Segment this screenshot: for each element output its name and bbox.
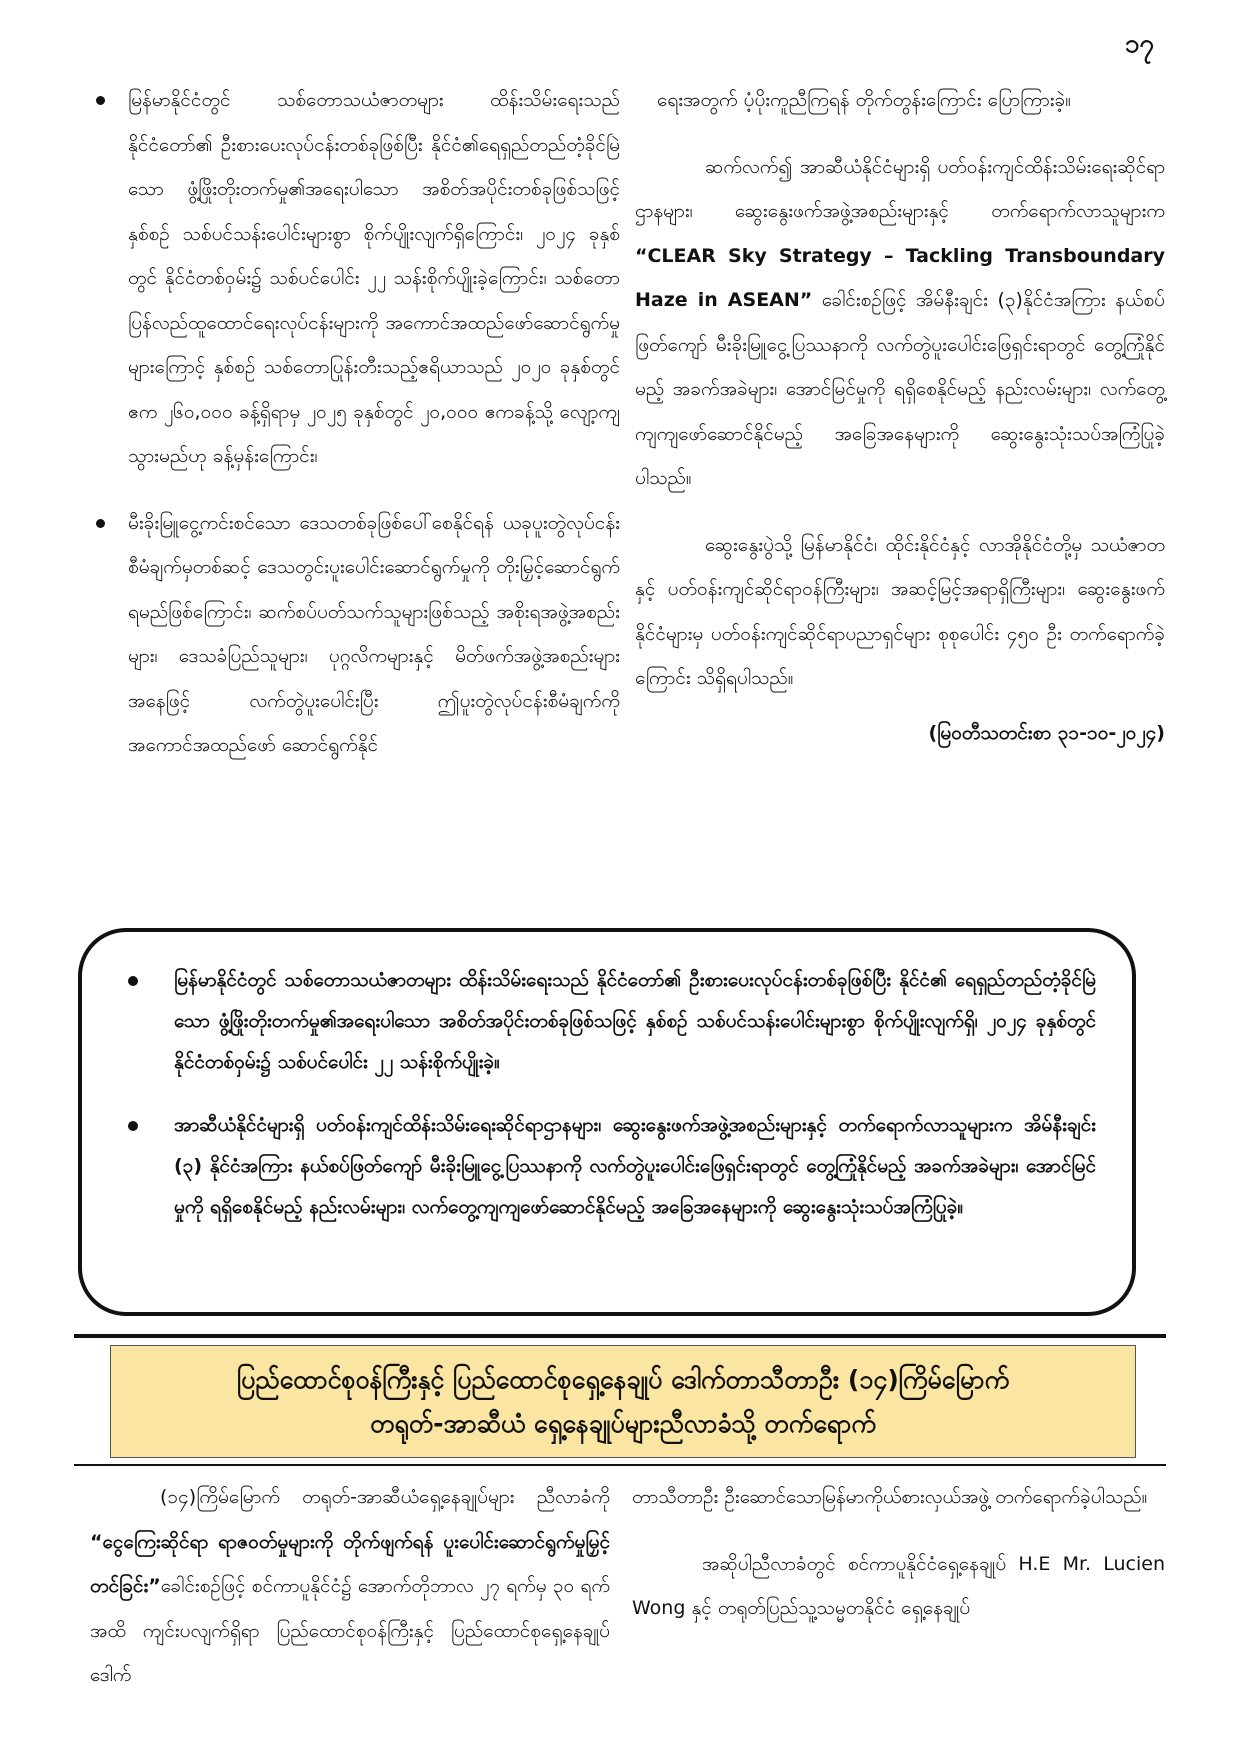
- body-paragraph: အဆိုပါညီလာခံတွင် စင်ကာပူနိုင်ငံရှေ့နေချုပ် H.E Mr. Lucien Wong နှင့် တရုတ်ပြည်သူ့သမ္မတနိုင်ငံ ရှေ့နေချုပ်: [632, 1552, 1165, 1619]
- body-paragraph: [90, 1475, 610, 1698]
- body-paragraph: ဆွေးနွေးပွဲသို့ မြန်မာနိုင်ငံ၊ ထိုင်းနိုင်ငံနှင့် လာအိုနိုင်ငံတို့မှ သယံဇာတနှင့် ပတ်ဝန်းကျင်ဆိုင်ရာဝန်ကြီးများ၊ အဆင့်မြင့်အရာရှိကြီးများ၊ ဆွေးနွေးဖက်နိုင်ငံများမှ ပတ်ဝန်းကျင်ဆိုင်ရာပညာရှင်များ စုစုပေါင်း ၄၅၀ ဦး တက်ရောက်ခဲ့ကြောင်း သိရှိရပါသည်။: [635, 533, 1165, 689]
- divider: [74, 1334, 1166, 1338]
- source-citation: (မြဝတီသတင်းစာ ၃၁-၁၀-၂၀၂၄): [928, 721, 1165, 744]
- article-right-column: [632, 1475, 1165, 1631]
- right-column: [635, 78, 1165, 755]
- continuation-text: တာသီတာဦး ဦးဆောင်သောမြန်မာကိုယ်စားလှယ်အဖွဲ့ တက်ရောက်ခဲ့ပါသည်။: [632, 1486, 1148, 1508]
- paragraph-text: ခေါင်းစဉ်ဖြင့် အိမ်နီးချင်း (၃)နိုင်ငံအကြား နယ်စပ်ဖြတ်ကျော် မီးခိုးမြူငွေ့ပြဿနာကို လက်တွဲပူးပေါင်းဖြေရှင်းရာတွင် တွေ့ကြုံနိုင်မည့် အခက်အခဲများ၊ အောင်မြင်မှုကို ရရှိစေနိုင်မည့် နည်းလမ်းများ၊ လက်တွေ့ကျကျဖော်ဆောင်နိုင်မည့် အခြေအနေများကို ဆွေးနွေးသုံးသပ်အကြံပြုခဲ့ပါသည်။: [635, 289, 1165, 489]
- summary-box: [78, 928, 1136, 1316]
- paragraph-text: (၁၄)ကြိမ်မြောက် တရုတ်-အာဆီယံရှေ့နေချုပ်များ ညီလာခံကို: [160, 1486, 610, 1508]
- headline-line: ပြည်ထောင်စုဝန်ကြီးနှင့် ပြည်ထောင်စုရှေ့နေချုပ် ဒေါက်တာသီတာဦး (၁၄)ကြိမ်မြောက်: [236, 1364, 1010, 1394]
- divider: [74, 1464, 1166, 1466]
- strategy-title: “CLEAR Sky Strategy – Tackling Transboundary Haze in ASEAN”: [635, 244, 1165, 311]
- headline-line: တရုတ်-အာဆီယံ ရှေ့နေချုပ်များညီလာခံသို့ တက်ရောက်: [370, 1408, 876, 1438]
- summary-item: အာဆီယံနိုင်ငံများရှိ ပတ်ဝန်းကျင်ထိန်းသိမ်းရေးဆိုင်ရာဌာနများ၊ ဆွေးနွေးဖက်အဖွဲ့အစည်းများနှင့် တက်ရောက်လာသူများက အိမ်နီးချင်း (၃) နိုင်ငံအကြား နယ်စပ်ဖြတ်ကျော် မီးခိုးမြူငွေ့ပြဿနာကို လက်တွဲပူးပေါင်းဖြေရှင်းရာတွင် တွေ့ကြုံနိုင်မည့် အခက်အခဲများ၊ အောင်မြင်မှုကို ရရှိစေနိုင်မည့် နည်းလမ်းများ၊ လက်တွေ့ကျကျဖော်ဆောင်နိုင်မည့် အခြေအနေများကို ဆွေးနွေးသုံးသပ်အကြံပြုခဲ့။: [124, 1105, 1096, 1228]
- left-column: [80, 78, 620, 790]
- summary-item: မြန်မာနိုင်ငံတွင် သစ်တောသယံဇာတများ ထိန်းသိမ်းရေးသည် နိုင်ငံတော်၏ ဦးစားပေးလုပ်ငန်းတစ်ခုဖြစ်ပြီး နိုင်ငံ၏ ရေရှည်တည်တံ့ခိုင်မြဲသော ဖွံ့ဖြိုးတိုးတက်မှု၏အရေးပါသော အစိတ်အပိုင်းတစ်ခုဖြစ်သဖြင့် နှစ်စဉ် သစ်ပင်သန်းပေါင်းများစွာ စိုက်ပျိုးလျက်ရှိ၊ ၂၀၂၄ ခုနှစ်တွင် နိုင်ငံတစ်ဝှမ်း၌ သစ်ပင်ပေါင်း ၂၂ သန်းစိုက်ပျိုးခဲ့။: [124, 960, 1096, 1083]
- bullet-item: မီးခိုးမြူငွေ့ကင်းစင်သော ဒေသတစ်ခုဖြစ်ပေါ်စေနိုင်ရန် ယခုပူးတွဲလုပ်ငန်းစီမံချက်မှတစ်ဆင့် ဒေသတွင်းပူးပေါင်းဆောင်ရွက်မှုကို တိုးမြှင့်ဆောင်ရွက်ရမည်ဖြစ်ကြောင်း၊ ဆက်စပ်ပတ်သက်သူများဖြစ်သည့် အစိုးရအဖွဲ့အစည်းများ၊ ဒေသခံပြည်သူများ၊ ပုဂ္ဂလိကများနှင့် မိတ်ဖက်အဖွဲ့အစည်းများအနေဖြင့် လက်တွဲပူးပေါင်းပြီး ဤပူးတွဲလုပ်ငန်းစီမံချက်ကို အကောင်အထည်ဖော် ဆောင်ရွက်နိုင်: [80, 501, 620, 768]
- article-headline: [110, 1345, 1136, 1458]
- continuation-text: ရေးအတွက် ပံ့ပိုးကူညီကြရန် တိုက်တွန်းကြောင်း ပြောကြားခဲ့။: [657, 89, 1071, 111]
- page-number: ၁၇: [1124, 29, 1154, 59]
- bullet-item: မြန်မာနိုင်ငံတွင် သစ်တောသယံဇာတများ ထိန်းသိမ်းရေးသည် နိုင်ငံတော်၏ ဦးစားပေးလုပ်ငန်းတစ်ခုဖြစ်ပြီး နိုင်ငံ၏ရေရှည်တည်တံ့ခိုင်မြဲသော ဖွံ့ဖြိုးတိုးတက်မှု၏အရေးပါသော အစိတ်အပိုင်းတစ်ခုဖြစ်သဖြင့် နှစ်စဉ် သစ်ပင်သန်းပေါင်းများစွာ စိုက်ပျိုးလျက်ရှိကြောင်း၊ ၂၀၂၄ ခုနှစ်တွင် နိုင်ငံတစ်ဝှမ်း၌ သစ်ပင်ပေါင်း ၂၂ သန်းစိုက်ပျိုးခဲ့ကြောင်း၊ သစ်တောပြန်လည်ထူထောင်ရေးလုပ်ငန်းများကို အကောင်အထည်ဖော်ဆောင်ရွက်မှုများကြောင့် နှစ်စဉ် သစ်တောပြုန်းတီးသည့်ဧရိယာသည် ၂၀၂၀ ခုနှစ်တွင် ဧက ၂၆၀,၀၀၀ ခန့်ရှိရာမှ ၂၀၂၅ ခုနှစ်တွင် ၂၀,၀၀၀ ဧကခန့်သို့ လျော့ကျသွားမည်ဟု ခန့်မှန်းကြောင်း၊: [80, 78, 620, 479]
- paragraph-text: ဆက်လက်၍ အာဆီယံနိုင်ငံများရှိ ပတ်ဝန်းကျင်ထိန်းသိမ်းရေးဆိုင်ရာဌာနများ၊ ဆွေးနွေးဖက်အဖွဲ့အစည်းများနှင့် တက်ရောက်လာသူများက: [635, 155, 1165, 222]
- article-left-column: [90, 1475, 610, 1698]
- body-paragraph: [635, 145, 1165, 501]
- paragraph-text: ခေါင်းစဉ်ဖြင့် စင်ကာပူနိုင်ငံ၌ အောက်တိုဘာလ ၂၇ ရက်မှ ၃၀ ရက်အထိ ကျင်းပလျက်ရှိရာ ပြည်ထောင်စုဝန်ကြီးနှင့် ပြည်ထောင်စုရှေ့နေချုပ် ဒေါက်: [90, 1575, 610, 1686]
- bold-phrase: “ငွေကြေးဆိုင်ရာ ရာဇဝတ်မှုများကို တိုက်ဖျက်ရန် ပူးပေါင်းဆောင်ရွက်မှုမြှင့်တင်ခြင်း”: [90, 1530, 610, 1597]
